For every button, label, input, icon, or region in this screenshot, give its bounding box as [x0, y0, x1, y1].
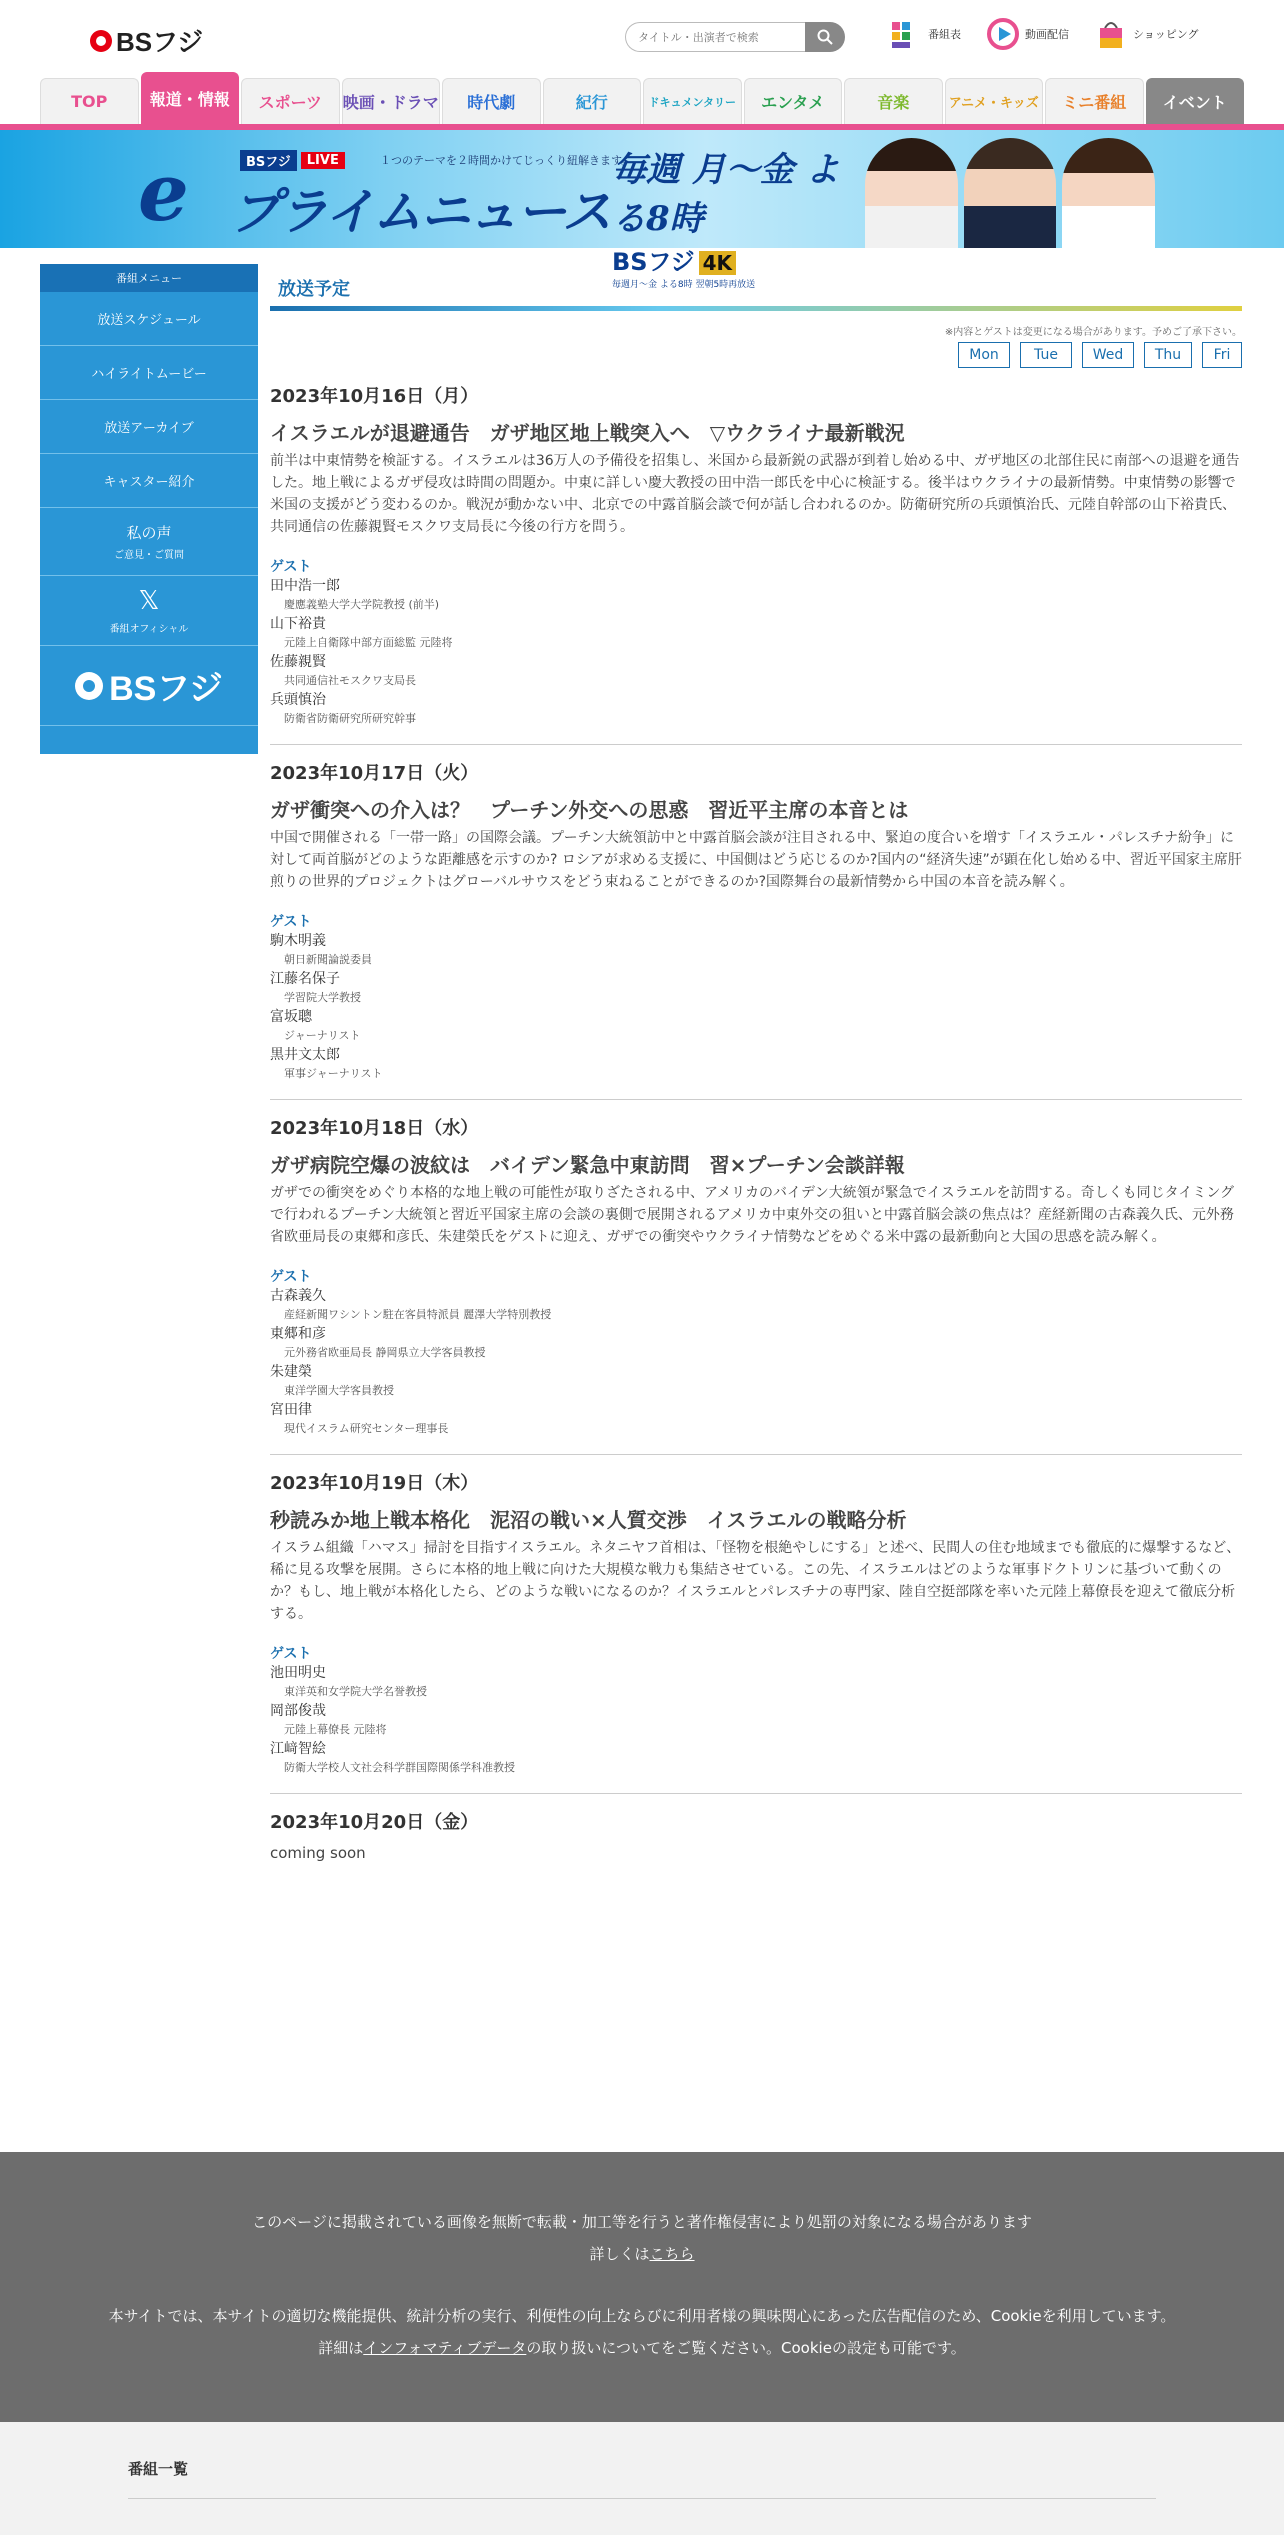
episode-title: イスラエルが退避通告 ガザ地区地上戦突入へ ▽ウクライナ最新戦況: [270, 421, 905, 445]
tab-entertainment[interactable]: [744, 78, 843, 124]
guest-name: 岡部俊哉: [270, 1703, 326, 1719]
day-fri[interactable]: Fri: [1202, 342, 1242, 368]
episode-item: [270, 745, 1242, 1100]
cookie-details-line: [0, 2332, 1284, 2364]
day-tue[interactable]: Tue: [1020, 342, 1072, 368]
program-list-divider: [128, 2498, 1156, 2499]
banner-e-logo: e: [138, 145, 189, 239]
tab-label: イベント: [1162, 93, 1227, 112]
sidebar-item-label: キャスター紹介: [103, 475, 195, 490]
banner-title: プライムニュース: [230, 182, 610, 241]
guest-name: 田中浩一郎: [270, 578, 340, 594]
episode-date: 2023年10月18日（水）: [270, 1118, 479, 1139]
guest-heading: ゲスト: [270, 1646, 312, 1662]
episode-date: 2023年10月19日（木）: [270, 1473, 479, 1494]
logo-text: BSフジ: [116, 27, 204, 57]
live-badge: [240, 150, 345, 171]
guest-heading: ゲスト: [270, 559, 312, 575]
sidebar-item-label: 私の声: [126, 524, 172, 542]
tab-music[interactable]: [844, 78, 943, 124]
episode-item: [270, 1100, 1242, 1455]
tab-label: ドキュメンタリー: [648, 95, 737, 109]
copyright-footer: [0, 2152, 1284, 2422]
banner-time-note: 毎週月～金 よる8時 翌朝5時再放送: [612, 280, 756, 290]
tab-label: 映画・ドラマ: [342, 93, 439, 112]
guest-role: ジャーナリスト: [284, 1029, 361, 1042]
bsfuji-eye-icon: [75, 672, 103, 700]
banner-tagline: １つのテーマを２時間かけてじっくり紐解きます。: [380, 154, 633, 167]
guest-role: 朝日新聞論説委員: [284, 953, 372, 966]
banner-4k: 4K: [699, 251, 736, 275]
episode-title: ガザ衝突への介入は？ プーチン外交への思惑 習近平主席の本音とは: [270, 798, 909, 822]
guest-name: 兵頭慎治: [270, 692, 326, 708]
guest-name: 朱建榮: [270, 1364, 312, 1380]
tab-event[interactable]: [1146, 78, 1245, 124]
guest-role: 現代イスラム研究センター理事長: [284, 1422, 449, 1435]
cookie-notice: 本サイトでは、本サイトの適切な機能提供、統計分析の実行、利便性の向上ならびに利用者様の興味関心にあった広告配信のため、Cookieを利用しています。: [108, 2307, 1176, 2325]
section-title: 放送予定: [278, 279, 350, 300]
banner-schedule: [612, 142, 842, 290]
guest-name: 江藤名保子: [270, 971, 340, 987]
copyright-notice: このページに掲載されている画像を無断で転載・加工等を行うと著作権侵害により処罰の対象になる場合があります: [252, 2213, 1032, 2231]
details-line: [0, 2238, 1284, 2270]
guest-name: 黒井文太郎: [270, 1047, 340, 1063]
tab-mini[interactable]: [1045, 78, 1144, 124]
tab-documentary[interactable]: [643, 78, 742, 124]
guest-role: 共同通信社モスクワ支局長: [284, 674, 416, 687]
episode-date: 2023年10月16日（月）: [270, 386, 479, 407]
sidebar-item-label: 放送スケジュール: [97, 313, 201, 328]
day-wed[interactable]: Wed: [1082, 342, 1134, 368]
site-header: [0, 0, 1284, 70]
guest-name: 江﨑智絵: [270, 1741, 326, 1757]
video-label: 動画配信: [1025, 28, 1069, 41]
sidebar-bsfuji-logo[interactable]: [40, 646, 258, 726]
video-link[interactable]: [987, 18, 1069, 50]
banner-channel: BSフジ: [612, 248, 695, 276]
tab-sports[interactable]: [241, 78, 340, 124]
caster-photo: [1062, 138, 1155, 248]
tab-label: 報道・情報: [149, 90, 230, 109]
episode-title: ガザ病院空爆の波紋は バイデン緊急中東訪問 習×プーチン会談詳報: [270, 1153, 905, 1177]
episode-item: [270, 368, 1242, 745]
play-icon: [987, 18, 1019, 50]
sidebar-item-sublabel: ご意見・ご質問: [114, 550, 184, 561]
shopping-label: ショッピング: [1133, 28, 1199, 41]
details-prefix: 詳しくは: [589, 2245, 650, 2263]
episode-date: 2023年10月17日（火）: [270, 763, 479, 784]
sidebar-item-label: 放送アーカイブ: [104, 421, 194, 436]
tab-label: スポーツ: [258, 93, 322, 112]
section-divider: [270, 306, 1242, 311]
tab-label: TOP: [71, 92, 108, 111]
program-list-section: [0, 2422, 1284, 2535]
live-brand: BSフジ: [240, 150, 297, 171]
sidebar-item-schedule[interactable]: [40, 292, 258, 346]
tab-label: ミニ番組: [1062, 93, 1127, 112]
episode-description: ガザでの衝突をめぐり本格的な地上戦の可能性が取りざたされる中、アメリカのバイデン大統領が緊急でイスラエルを訪問する。奇しくも同じタイミングで行われるプーチン大統領と習近平国家主席の会談の裏側で展開されるアメリカ中東外交の狙いと中露首脳会談の焦点は？産経新聞の古森義久氏、元外務省欧亜局長の東郷和彦氏、朱建榮氏をゲストに迎え、ガザでの衝突やウクライナ情勢などをめぐる米中露の最新動向と大国の思惑を読み解く。: [270, 1185, 1235, 1245]
sidebar-logo-text: BSフジ: [109, 670, 223, 708]
day-thu[interactable]: Thu: [1144, 342, 1192, 368]
cookie-suffix: の取り扱いについてをご覧ください。Cookieの設定も可能です。: [526, 2339, 966, 2357]
guest-role: 学習院大学教授: [284, 991, 361, 1004]
sidebar-item-archive[interactable]: [40, 400, 258, 454]
live-label: LIVE: [301, 152, 345, 169]
tab-jidaigeki[interactable]: [442, 78, 541, 124]
guest-role: 軍事ジャーナリスト: [284, 1067, 383, 1080]
tv-guide-icon: [890, 18, 922, 50]
sidebar-heading: 番組メニュー: [40, 264, 258, 292]
guest-name: 佐藤親賢: [270, 654, 326, 670]
shopping-bag-icon: [1095, 18, 1127, 50]
tab-travel[interactable]: [543, 78, 642, 124]
schedule-main: [270, 270, 1242, 1878]
tab-label: 紀行: [575, 93, 608, 112]
program-sidebar: [40, 264, 258, 754]
guest-name: 池田明史: [270, 1665, 326, 1681]
informative-data-link[interactable]: インフォマティブデータ: [363, 2339, 527, 2357]
day-mon[interactable]: Mon: [958, 342, 1010, 368]
search-input[interactable]: [625, 22, 805, 52]
search-button[interactable]: [805, 22, 845, 52]
guest-heading: ゲスト: [270, 914, 312, 930]
schedule-note: ※内容とゲストは変更になる場合があります。予めご了承下さい。: [944, 327, 1242, 338]
details-link[interactable]: こちら: [649, 2245, 695, 2263]
header-links: [890, 18, 1199, 50]
sidebar-item-label: ハイライトムービー: [91, 367, 207, 382]
guest-role: 元陸上自衛隊中部方面総監 元陸将: [284, 636, 453, 649]
episode-item: [270, 1455, 1242, 1794]
episode-item: [270, 1794, 1242, 1878]
shopping-link[interactable]: [1095, 18, 1199, 50]
search-icon: [817, 29, 833, 45]
sidebar-item-highlight[interactable]: [40, 346, 258, 400]
cookie-prefix: 詳細は: [318, 2339, 364, 2357]
guest-role: 元陸上幕僚長 元陸将: [284, 1723, 387, 1736]
tab-label: アニメ・キッズ: [948, 96, 1039, 111]
tab-anime-kids[interactable]: [945, 78, 1044, 124]
caster-photo: [865, 138, 958, 248]
guest-name: 駒木明義: [270, 933, 326, 949]
search-box: [625, 22, 845, 52]
tab-label: エンタメ: [761, 93, 825, 112]
guest-name: 古森義久: [270, 1288, 326, 1304]
guest-role: 防衛大学校人文社会科学群国際関係学科准教授: [284, 1761, 515, 1774]
episode-list: [270, 368, 1242, 1794]
episode-description: 中国で開催される「一帯一路」の国際会議。プーチン大統領訪中と中露首脳会談が注目される中、緊迫の度合いを増す「イスラエル・パレスチナ紛争」に対して両首脳がどのような距離感を示すのか? ロシアが求める支援に、中国側はどう応じるのか?国内の“経済失速”が顕在化し始める中、習近平国家主席肝煎りの世界的プロジェクトはグローバルサウスをどう束ねることができるのか?国際舞台の最新情勢から中国の本音を読み解く。: [270, 830, 1242, 890]
episode-description: イスラム組織「ハマス」掃討を目指すイスラエル。ネタニヤフ首相は、「怪物を根絶やしにする」と述べ、民間人の住む地域までも徹底的に爆撃するなど、稀に見る攻撃を展開。さらに本格的地上戦に向けた大規模な戦力も集結させている。この先、イスラエルはどのような軍事ドクトリンに基づいて動くのか？もし、地上戦が本格化したら、どのような戦いになるのか？イスラエルとパレスチナの専門家、陸自空挺部隊を率いた元陸上幕僚長を迎えて徹底分析する。: [270, 1540, 1241, 1622]
tv-guide-link[interactable]: [890, 18, 961, 50]
program-list-title: 番組一覧: [128, 2460, 189, 2478]
episode-date: 2023年10月20日（金）: [270, 1812, 479, 1833]
guest-role: 慶應義塾大学大学院教授 (前半): [284, 598, 440, 611]
guest-role: 産経新聞ワシントン駐在客員特派員 麗澤大学特別教授: [284, 1308, 552, 1321]
episode-title: 秒読みか地上戦本格化 泥沼の戦い×人質交渉 イスラエルの戦略分析: [270, 1508, 907, 1532]
tab-news[interactable]: [141, 72, 240, 124]
coming-soon-text: coming soon: [270, 1844, 366, 1862]
tab-label: 時代劇: [467, 93, 516, 112]
sidebar-item-voice[interactable]: [40, 508, 258, 576]
x-label: 番組オフィシャル: [109, 624, 189, 635]
guest-role: 防衛省防衛研究所研究幹事: [284, 712, 416, 725]
global-nav: [40, 72, 1244, 124]
caster-photos: [865, 130, 1155, 248]
episode-description: 前半は中東情勢を検証する。イスラエルは36万人の予備役を招集し、米国から最新鋭の武器が到着し始める中、ガザ地区の北部住民に南部への退避を通告した。地上戦によるガザ侵攻は時間の問題か。中東に詳しい慶大教授の田中浩一郎氏を中心に検証する。後半はウクライナの最新情勢。中東情勢の影響で米国の支援がどう変わるのか。戦況が動かない中、北京での中露首脳会談で何が話し合われるのか。防衛研究所の兵頭慎治氏、元陸自幹部の山下裕貴氏、共同通信の佐藤親賢モスクワ支局長に今後の行方を問う。: [270, 453, 1240, 535]
sidebar-x-official[interactable]: [40, 576, 258, 646]
guest-heading: ゲスト: [270, 1269, 312, 1285]
x-logo-icon: 𝕏: [138, 586, 160, 616]
guest-name: 富坂聰: [270, 1009, 312, 1025]
tv-guide-label: 番組表: [928, 28, 961, 41]
guest-name: 宮田律: [270, 1402, 312, 1418]
guest-role: 東洋英和女学院大学名誉教授: [284, 1685, 427, 1698]
tab-movie-drama[interactable]: [342, 78, 441, 124]
banner-time-main: 毎週 月～金 よる8時: [612, 150, 840, 239]
tab-top[interactable]: [40, 78, 139, 124]
day-selector: [270, 342, 1242, 368]
guest-role: 元外務省欧亜局長 静岡県立大学客員教授: [284, 1346, 486, 1359]
bsfuji-logo[interactable]: [90, 22, 203, 59]
guest-name: 東郷和彦: [270, 1326, 326, 1342]
guest-name: 山下裕貴: [270, 616, 326, 632]
bsfuji-eye-icon: [90, 30, 112, 52]
guest-role: 東洋学園大学客員教授: [284, 1384, 394, 1397]
tab-label: 音楽: [877, 93, 910, 112]
sidebar-item-casters[interactable]: [40, 454, 258, 508]
caster-photo: [964, 138, 1057, 248]
